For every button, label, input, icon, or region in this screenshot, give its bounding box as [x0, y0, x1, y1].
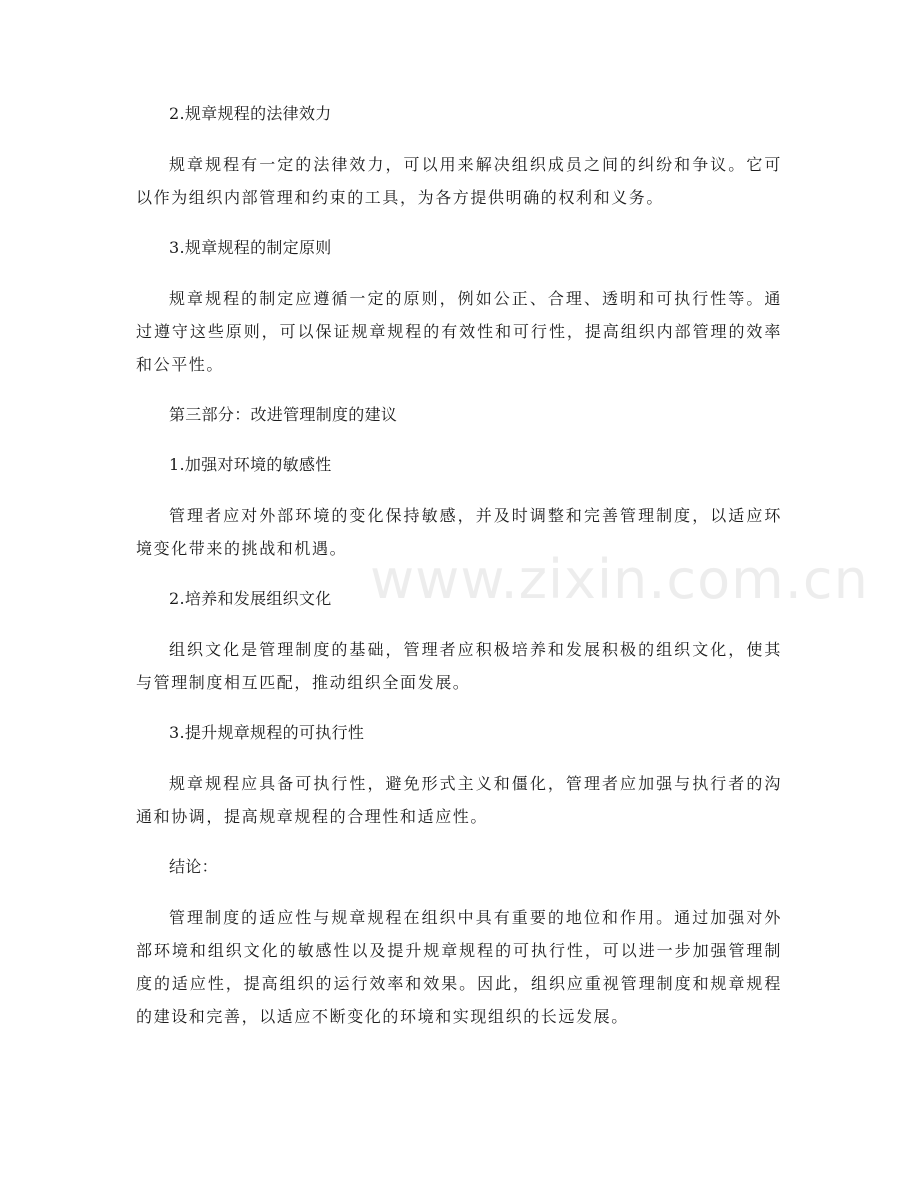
paragraph-legal-effect: 规章规程有一定的法律效力，可以用来解决组织成员之间的纠纷和争议。它可以作为组织内部管理和约束的工具，为各方提供明确的权利和义务。: [136, 155, 782, 207]
conclusion-heading: 结论：: [169, 857, 218, 876]
section-heading-executability: 3.提升规章规程的可执行性: [169, 723, 365, 742]
part-heading-suggestions: 第三部分：改进管理制度的建议: [169, 405, 398, 424]
paragraph-principles: 规章规程的制定应遵循一定的原则，例如公正、合理、透明和可执行性等。通过遵守这些原则，可以保证规章规程的有效性和可行性，提高组织内部管理的效率和公平性。: [136, 289, 782, 374]
section-heading-environment: 1.加强对环境的敏感性: [169, 455, 332, 474]
paragraph-environment: 管理者应对外部环境的变化保持敏感，并及时调整和完善管理制度，以适应环境变化带来的挑战和机遇。: [136, 506, 782, 558]
section-heading-legal-effect: 2.规章规程的法律效力: [169, 104, 332, 123]
paragraph-executability: 规章规程应具备可执行性，避免形式主义和僵化，管理者应加强与执行者的沟通和协调，提高规章规程的合理性和适应性。: [136, 774, 782, 826]
paragraph-culture: 组织文化是管理制度的基础，管理者应积极培养和发展积极的组织文化，使其与管理制度相互匹配，推动组织全面发展。: [136, 640, 782, 692]
paragraph-conclusion: 管理制度的适应性与规章规程在组织中具有重要的地位和作用。通过加强对外部环境和组织文化的敏感性以及提升规章规程的可执行性，可以进一步加强管理制度的适应性，提高组织的运行效率和效果。因此，组织应重视管理制度和规章规程的建设和完善，以适应不断变化的环境和实现组织的长远发展。: [136, 908, 782, 1026]
section-heading-culture: 2.培养和发展组织文化: [169, 589, 332, 608]
section-heading-principles: 3.规章规程的制定原则: [169, 238, 332, 257]
watermark: www.zixin.com.cn: [370, 548, 869, 611]
